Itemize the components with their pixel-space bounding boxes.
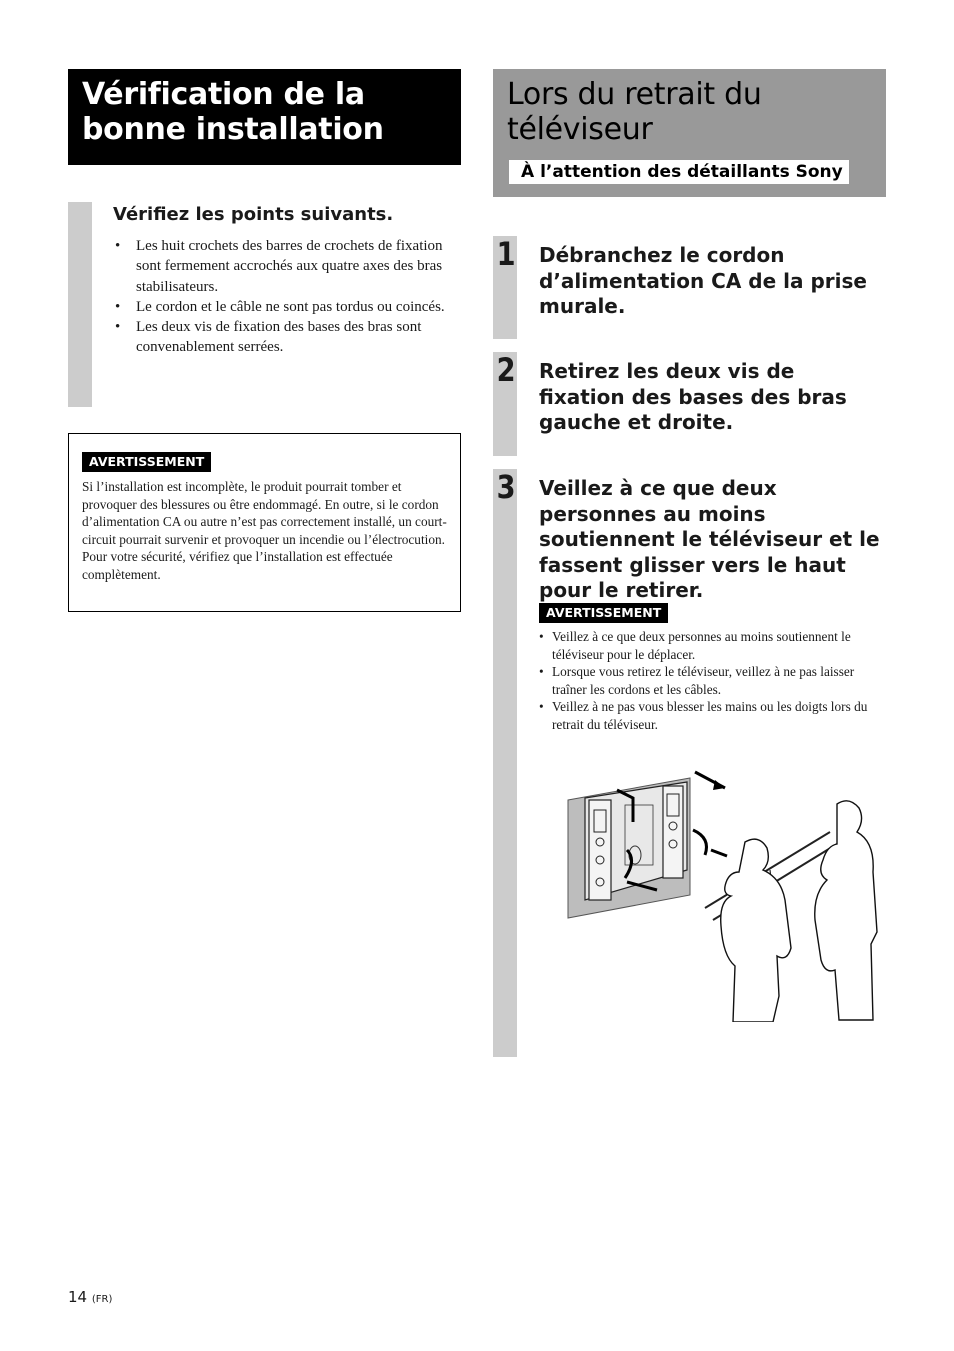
warning-box: [68, 433, 461, 612]
check-list: [113, 236, 461, 358]
step-text-2: Retirez les deux vis de fixation des bases des bras gauche et droite.: [539, 359, 847, 435]
warning-text: Si l’installation est incomplète, le produit pourrait tomber et provoquer des blessures ou être endommagé. En outre, si le cordon d’alimentation CA ou autre n’est pas correctement installé, un court-circuit pourrait survenir et provoquer un incendie ou l’électrocution. Pour votre sécurité, vérifiez que l’installation est effectuée complètement.: [82, 479, 447, 582]
section-header-removal: [493, 69, 886, 197]
section-subtitle: À l’attention des détaillants Sony: [509, 160, 849, 184]
check-heading: Vérifiez les points suivants.: [113, 204, 394, 225]
step-number-1: 1: [496, 235, 516, 273]
step-text-3: Veillez à ce que deux personnes au moins soutiennent le téléviseur et le fassent glisser vers le haut pour le retirer.: [539, 476, 880, 603]
page-number: 14: [68, 1288, 88, 1306]
list-item: • Les deux vis de fixation des bases des bras sont convenablement serrées.: [115, 319, 422, 356]
section-title-verification: Vérification de la bonne installation: [82, 77, 384, 147]
page-lang: (FR): [91, 1294, 113, 1305]
step-bar-3: [493, 469, 517, 1057]
step-text-1: Débranchez le cordon d’alimentation CA de la prise murale.: [539, 243, 867, 319]
step-number-2: 2: [496, 351, 516, 389]
page-footer: [68, 1288, 112, 1306]
section-title-removal: Lors du retrait du téléviseur: [507, 77, 762, 147]
list-item: • Le cordon et le câble ne sont pas tordus ou coincés.: [115, 298, 445, 315]
list-item: • Veillez à ce que deux personnes au moins soutiennent le téléviseur pour le déplacer.: [539, 629, 851, 662]
warning-badge: AVERTISSEMENT: [82, 452, 211, 472]
list-item: • Les huit crochets des barres de crochets de fixation sont fermement accrochés aux quatre axes des bras stabilisateurs.: [115, 238, 443, 295]
list-item: • Veillez à ne pas vous blesser les mains ou les doigts lors du retrait du téléviseur.: [539, 699, 868, 732]
list-item: • Lorsque vous retirez le téléviseur, veillez à ne pas laisser traîner les cordons et les câbles.: [539, 664, 855, 697]
warning-badge-2: AVERTISSEMENT: [539, 603, 668, 623]
tv-removal-illustration: [565, 760, 887, 1022]
check-section-bar: [68, 202, 92, 407]
step-number-3: 3: [496, 468, 516, 506]
warning-list: [539, 628, 884, 734]
section-header-verification: [68, 69, 461, 165]
